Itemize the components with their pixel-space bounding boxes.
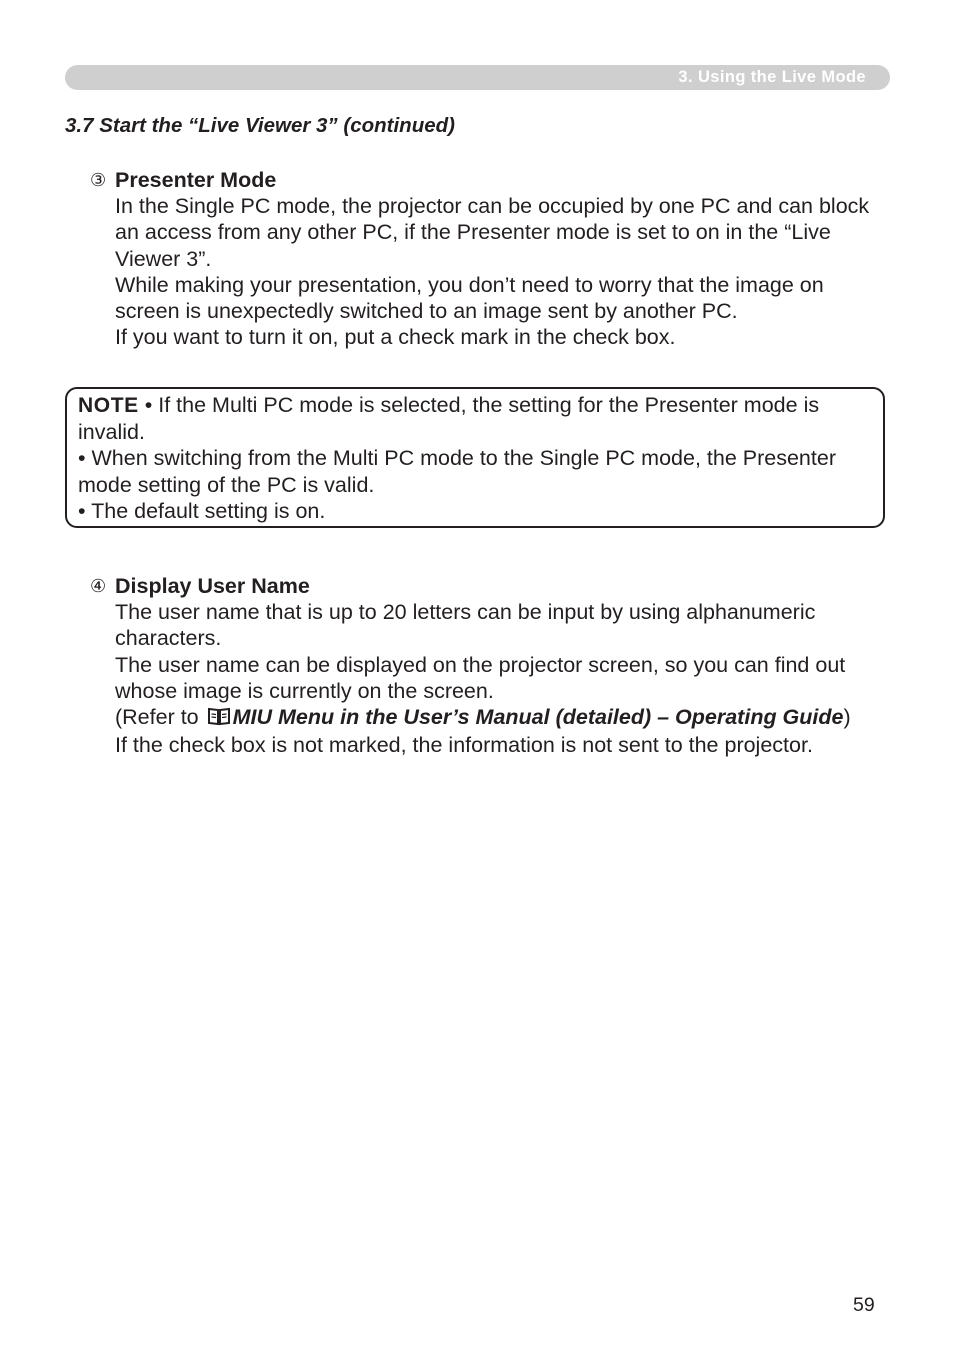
- presenter-mode-heading: [90, 167, 890, 193]
- note-line: • When switching from the Multi PC mode to the Single PC mode, the Presenter mode setting of the PC is valid.: [78, 446, 836, 497]
- reference-title: MIU Menu in the User’s Manual (detailed) – Operating Guide: [232, 705, 844, 730]
- page-number: 59: [853, 1294, 875, 1316]
- item-number: ③: [90, 170, 107, 190]
- chapter-title: 3. Using the Live Mode: [678, 68, 866, 86]
- paragraph: If the check box is not marked, the information is not sent to the projector.: [115, 733, 813, 758]
- paragraph: The user name can be displayed on the projector screen, so you can find out whose image is currently on the screen.: [115, 652, 846, 703]
- display-user-name-body: [90, 599, 890, 758]
- reference-line: (Refer to MIU Menu in the User’s Manual (detailed) – Operating Guide): [115, 704, 890, 732]
- note-line: NOTE • If the Multi PC mode is selected, the setting for the Presenter mode is invalid.: [78, 393, 820, 445]
- chapter-header-bar: [65, 65, 890, 90]
- display-user-name-section: [90, 573, 890, 758]
- note-line: • The default setting is on.: [78, 498, 326, 523]
- presenter-mode-section: [90, 167, 890, 350]
- item-title: Display User Name: [115, 574, 310, 598]
- section-title: 3.7 Start the “Live Viewer 3” (continued): [65, 114, 455, 137]
- presenter-mode-body: [90, 193, 890, 350]
- note-box: [65, 387, 885, 528]
- book-icon: [207, 706, 231, 732]
- item-number: ④: [90, 576, 107, 596]
- paragraph: While making your presentation, you don’t need to worry that the image on screen is unexpectedly switched to an image sent by another PC.: [115, 272, 824, 324]
- paragraph: If you want to turn it on, put a check mark in the check box.: [115, 325, 676, 350]
- note-label: NOTE: [78, 394, 139, 417]
- display-user-name-heading: [90, 573, 890, 599]
- paragraph: The user name that is up to 20 letters can be input by using alphanumeric characters.: [115, 600, 816, 651]
- paragraph: In the Single PC mode, the projector can be occupied by one PC and can block an access from any other PC, if the Presenter mode is set to on in the “Live Viewer 3”.: [115, 194, 870, 271]
- item-title: Presenter Mode: [115, 168, 277, 192]
